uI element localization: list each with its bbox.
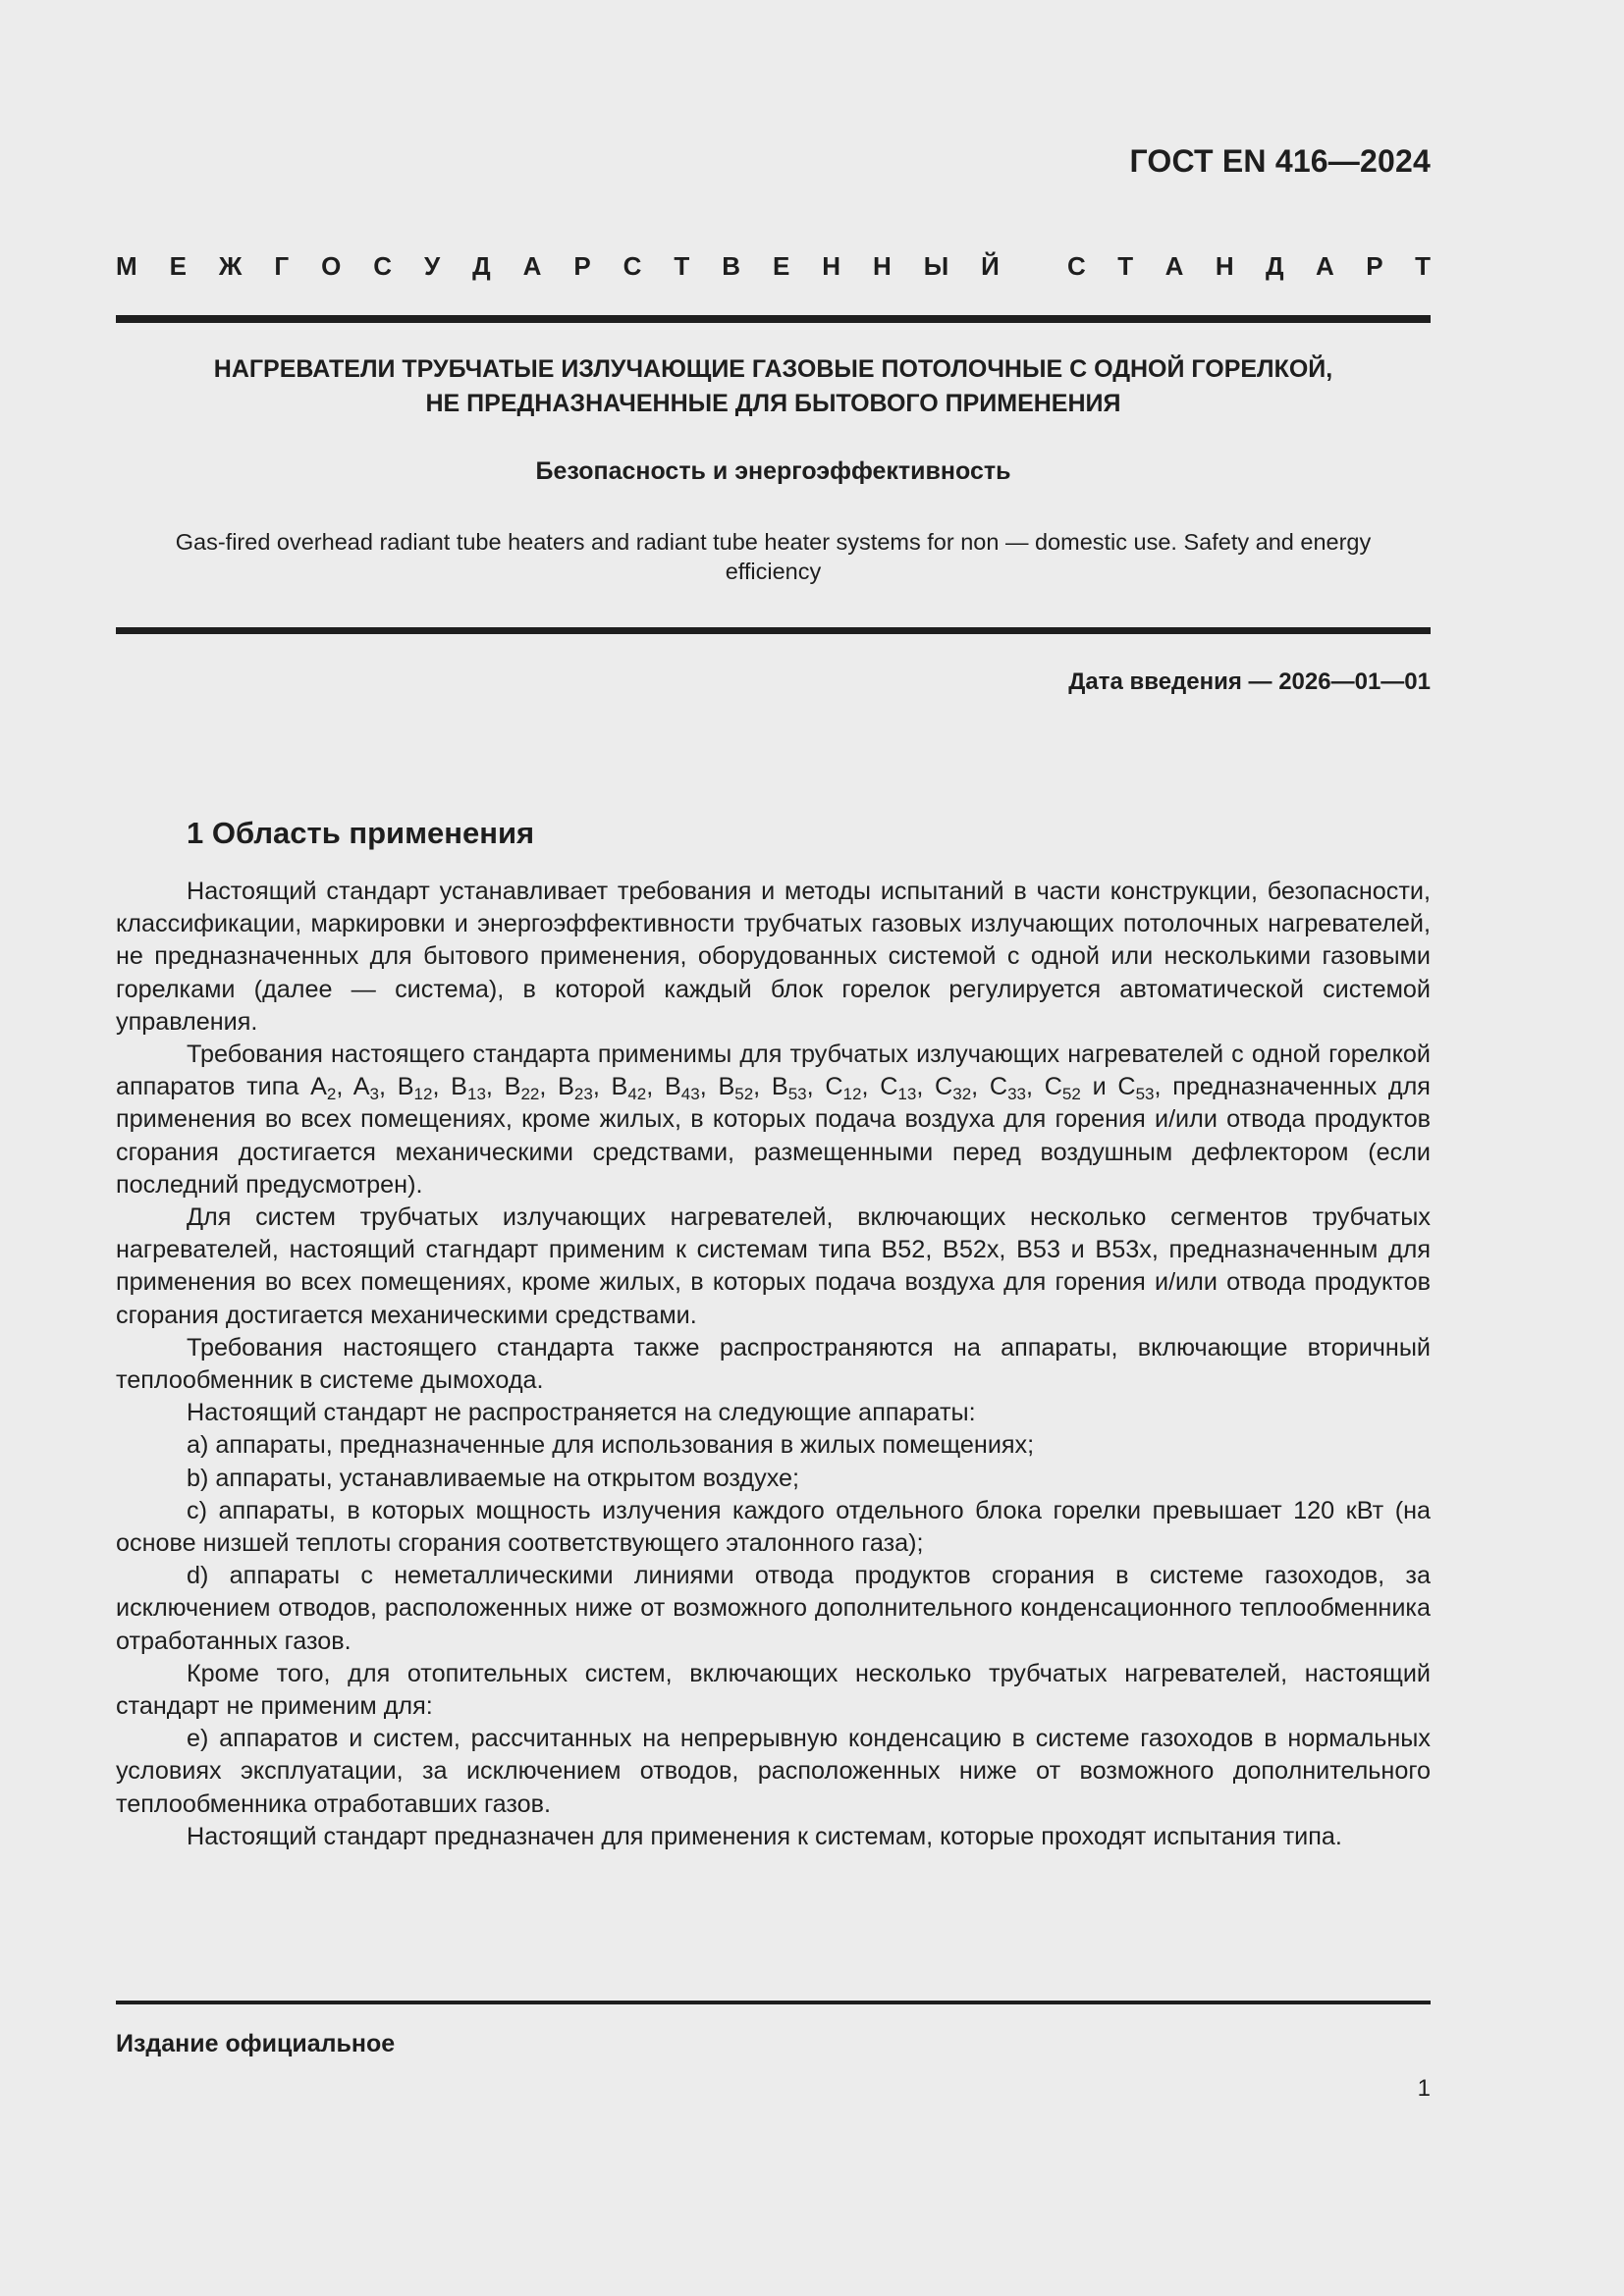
paragraph: Требования настоящего стандарта также распространяются на аппараты, включающие вторичный теплообменник в системе дымохода. xyxy=(116,1333,1431,1395)
paragraph-types xyxy=(116,1039,1431,1201)
paragraph: Настоящий стандарт не распространяется на следующие аппараты: xyxy=(187,1399,976,1427)
letter: С xyxy=(1067,251,1086,281)
apparatus-type: $B_{53}$ xyxy=(771,1073,807,1104)
letter: Д xyxy=(472,251,491,281)
standard-kind-word-1 xyxy=(116,251,1000,282)
letter: Ы xyxy=(923,251,949,281)
section-body xyxy=(116,876,1431,1853)
apparatus-type: $C_{33}$ xyxy=(989,1073,1026,1104)
letter: Н xyxy=(873,251,892,281)
letter: Р xyxy=(573,251,591,281)
document-page xyxy=(116,0,1431,2296)
letter: Т xyxy=(1415,251,1431,281)
apparatus-type: $B_{13}$ xyxy=(451,1073,486,1104)
apparatus-type: $C_{13}$ xyxy=(880,1073,917,1104)
section-heading: 1 Область применения xyxy=(187,816,535,850)
paragraph: Для систем трубчатых излучающих нагревателей, включающих несколько сегментов трубчатых нагревателей, настоящий стагндарт применим к системам типа B52, B52x, B53 и B53x, предназначенным для применения во всех помещениях, кроме жилых, в которых подача воздуха для горения и/или отвода продуктов сгорания достигается механическими средствами. xyxy=(116,1203,1431,1329)
letter: Н xyxy=(1215,251,1234,281)
letter: Е xyxy=(772,251,790,281)
apparatus-type: $B_{52}$ xyxy=(718,1073,754,1104)
apparatus-type: $B_{42}$ xyxy=(611,1073,647,1104)
document-title xyxy=(116,352,1431,421)
letter: Т xyxy=(674,251,690,281)
paragraph: Настоящий стандарт предназначен для применения к системам, которые проходят испытания типа. xyxy=(187,1822,1342,1850)
list-item-b: b) аппараты, устанавливаемые на открытом воздухе; xyxy=(187,1464,800,1492)
types-rest: , предназначенных для применения во всех помещениях, кроме жилых, в которых подача воздуха для горения и/или отвода продуктов сгорания достигается механическими средствами, размещенными перед воздушным дефлектором (если последний предусмотрен). xyxy=(116,1073,1431,1199)
apparatus-type: $B_{43}$ xyxy=(664,1073,700,1104)
standard-kind-word-2 xyxy=(1067,251,1431,282)
list-item-c: c) аппараты, в которых мощность излучения каждого отдельного блока горелки превышает 120 кВт (на основе низшей теплоты сгорания соответствующего эталонного газа); xyxy=(116,1496,1431,1558)
list-item-e: e) аппаратов и систем, рассчитанных на непрерывную конденсацию в системе газоходов в нормальных условиях эксплуатации, за исключением отводов, расположенных ниже от возможного дополнительного теплообменника отработавших газов. xyxy=(116,1725,1431,1818)
apparatus-type: $B_{22}$ xyxy=(504,1073,540,1104)
apparatus-type: $C_{12}$ xyxy=(825,1073,862,1104)
apparatus-types-list: $A_2$, $A_3$, $B_{12}$, $B_{13}$, $B_{22}$, $B_{23}$, $B_{42}$, $B_{43}$, $B_{52}$, $B_{53}$, $C_{12}$, $C_{13}$, $C_{32}$, $C_{33}$, $C_{52}$ и $C_{53}$ xyxy=(310,1073,1155,1104)
paragraph: Кроме того, для отопительных систем, включающих несколько трубчатых нагревателей, настоящий стандарт не применим для: xyxy=(116,1659,1431,1721)
title-line-1: НАГРЕВАТЕЛИ ТРУБЧАТЫЕ ИЗЛУЧАЮЩИЕ ГАЗОВЫЕ ПОТОЛОЧНЫЕ С ОДНОЙ ГОРЕЛКОЙ, xyxy=(213,355,1333,383)
letter: Е xyxy=(169,251,187,281)
introduction-date: Дата введения — 2026—01—01 xyxy=(1068,668,1431,695)
english-title-line-2: efficiency xyxy=(725,559,822,584)
letter: А xyxy=(1316,251,1334,281)
apparatus-type: $C_{32}$ xyxy=(935,1073,972,1104)
apparatus-type: $A_3$ xyxy=(352,1073,379,1104)
standard-kind xyxy=(116,251,1431,282)
footer-divider xyxy=(116,2001,1431,2004)
letter: Й xyxy=(981,251,1000,281)
letter: А xyxy=(522,251,542,281)
letter: Г xyxy=(274,251,290,281)
letter: Т xyxy=(1117,251,1134,281)
letter: В xyxy=(722,251,741,281)
letter: М xyxy=(116,251,137,281)
letter: О xyxy=(321,251,342,281)
letter: Н xyxy=(822,251,841,281)
letter: Д xyxy=(1266,251,1284,281)
document-subtitle: Безопасность и энергоэффективность xyxy=(535,457,1011,485)
apparatus-type: $B_{12}$ xyxy=(397,1073,433,1104)
paragraph: Настоящий стандарт устанавливает требования и методы испытаний в части конструкции, безопасности, классификации, маркировки и энергоэффективности трубчатых газовых излучающих потолочных нагревателей, не предназначенных для бытового применения, оборудованных системой с одной или несколькими газовыми горелками (далее — система), в которой каждый блок горелок регулируется автоматической системой управления. xyxy=(116,878,1431,1036)
standard-code: ГОСТ EN 416—2024 xyxy=(1129,143,1431,179)
apparatus-type: $C_{53}$ xyxy=(1117,1073,1155,1104)
letter: С xyxy=(373,251,393,281)
letter: С xyxy=(623,251,642,281)
title-line-2: НЕ ПРЕДНАЗНАЧЕННЫЕ ДЛЯ БЫТОВОГО ПРИМЕНЕНИЯ xyxy=(425,390,1121,417)
list-item-a: a) аппараты, предназначенные для использования в жилых помещениях; xyxy=(187,1431,1035,1460)
letter: Р xyxy=(1366,251,1383,281)
apparatus-type: $B_{23}$ xyxy=(558,1073,593,1104)
title-divider xyxy=(116,627,1431,634)
english-title xyxy=(116,527,1431,586)
letter: А xyxy=(1164,251,1184,281)
page-number: 1 xyxy=(1417,2075,1431,2102)
types-intro: Требования настоящего стандарта применимы для трубчатых излучающих нагревателей с одной горелкой аппаратов типа xyxy=(116,1041,1431,1101)
letter: Ж xyxy=(218,251,243,281)
letter: У xyxy=(424,251,441,281)
apparatus-type: $A_2$ xyxy=(310,1073,337,1104)
list-item-d: d) аппараты с неметаллическими линиями отвода продуктов сгорания в системе газоходов, за исключением отводов, расположенных ниже от возможного дополнительного конденсационного теплообменника отработанных газов. xyxy=(116,1562,1431,1655)
apparatus-type: $C_{52}$ xyxy=(1044,1073,1081,1104)
english-title-line-1: Gas-fired overhead radiant tube heaters and radiant tube heater systems for non — domestic use. Safety and energy xyxy=(175,529,1372,555)
top-divider xyxy=(116,315,1431,323)
official-edition-label: Издание официальное xyxy=(116,2030,396,2057)
